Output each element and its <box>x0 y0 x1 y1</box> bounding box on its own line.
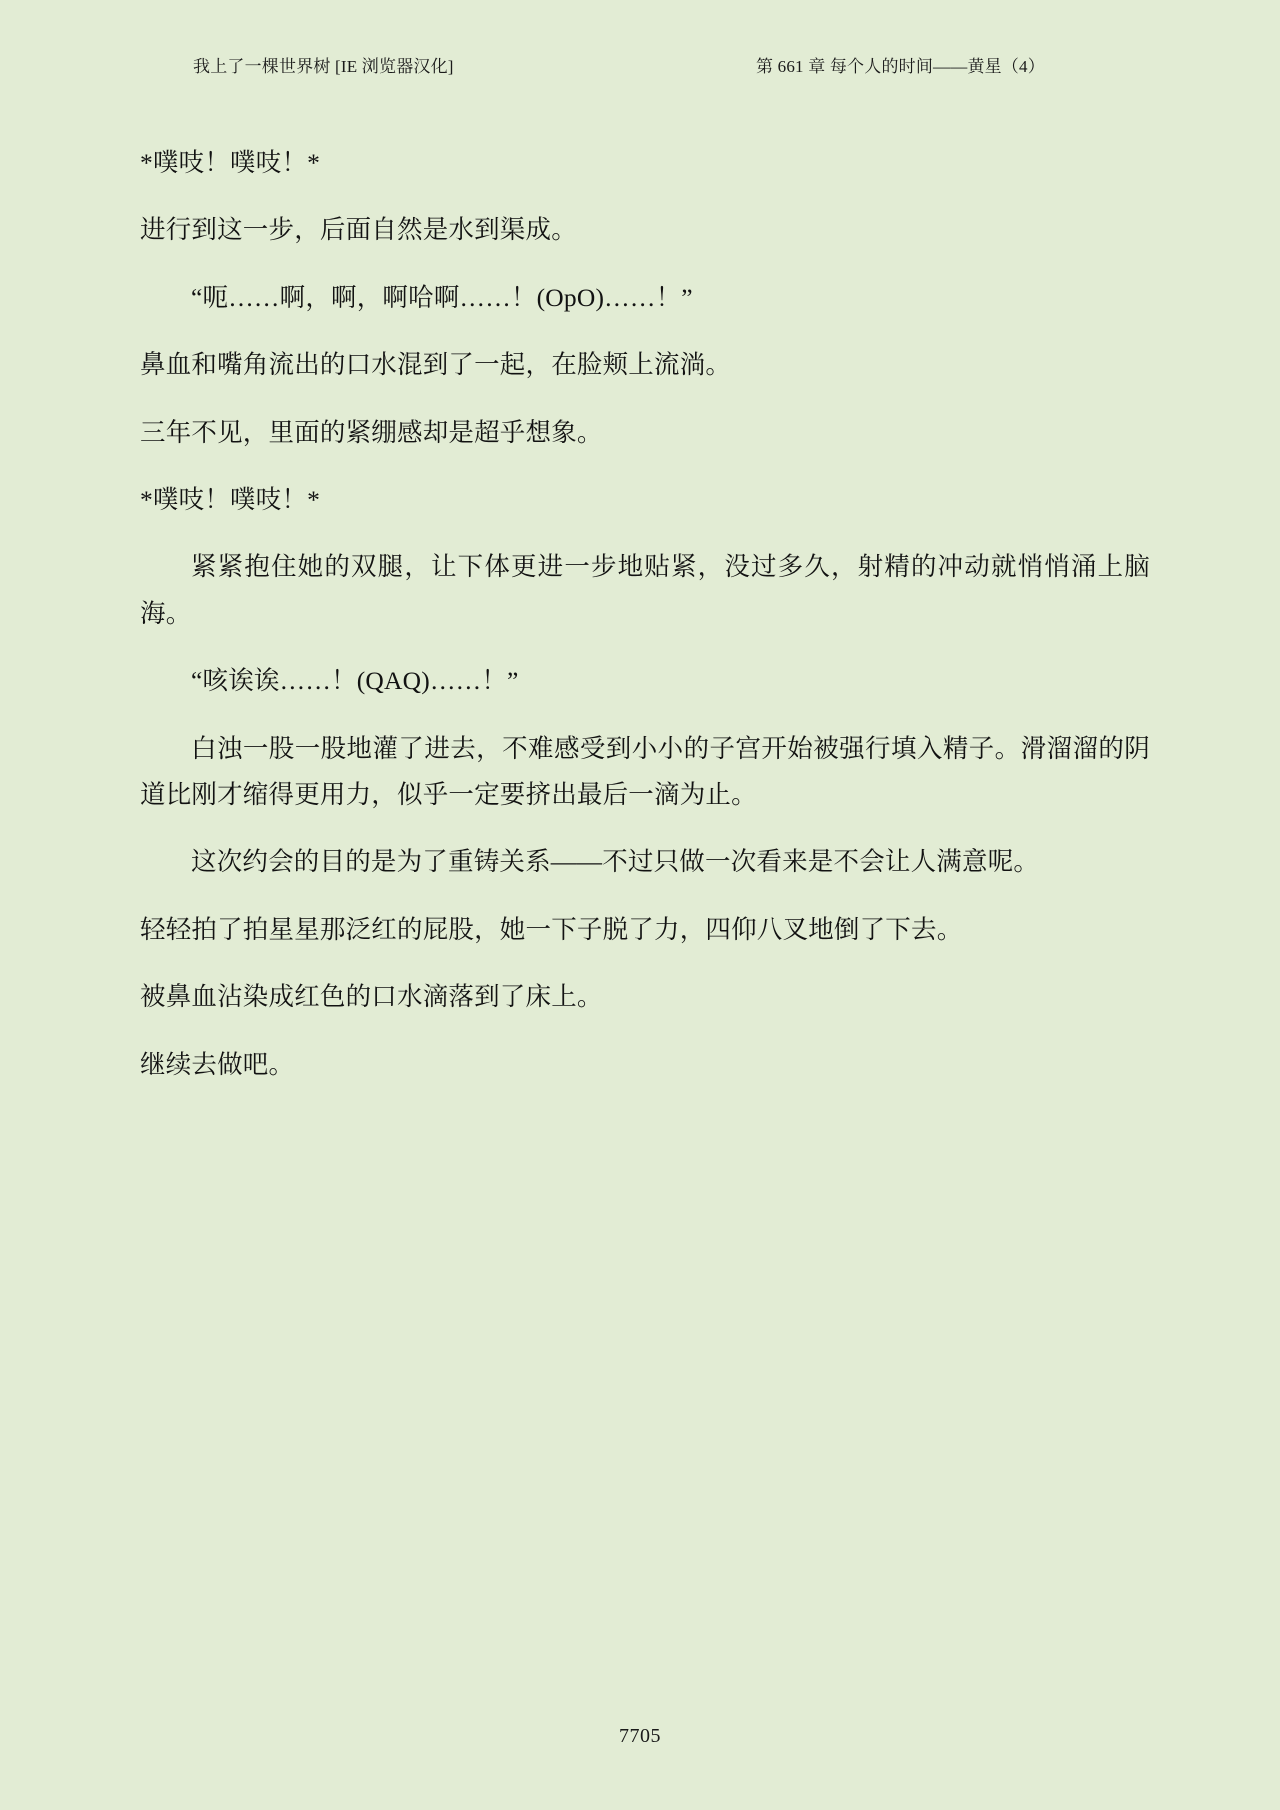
paragraph: 紧紧抱住她的双腿，让下体更进一步地贴紧，没过多久，射精的冲动就悄悄涌上脑海。 <box>140 552 1150 628</box>
paragraph: 进行到这一步，后面自然是水到渠成。 <box>140 215 577 245</box>
page-number: 7705 <box>619 1725 661 1747</box>
paragraph: 鼻血和嘴角流出的口水混到了一起，在脸颊上流淌。 <box>140 350 732 380</box>
paragraph: 三年不见，里面的紧绷感却是超乎想象。 <box>140 417 603 447</box>
header-book-title: 我上了一棵世界树 [IE 浏览器汉化] <box>193 57 454 76</box>
page-footer <box>0 1725 1280 1748</box>
paragraph: 继续去做吧。 <box>140 1049 295 1079</box>
page-header <box>0 52 1280 80</box>
paragraph: *噗吱！噗吱！* <box>140 485 321 515</box>
paragraph: “咳诶诶……！(QAQ)……！” <box>191 666 519 696</box>
paragraph: 这次约会的目的是为了重铸关系——不过只做一次看来是不会让人满意呢。 <box>191 847 1040 877</box>
header-chapter-title: 第 661 章 每个人的时间——黄星（4） <box>756 57 1045 76</box>
paragraph: “呃……啊，啊，啊哈啊……！(OpO)……！” <box>191 282 693 312</box>
page-body <box>140 140 1150 1109</box>
paragraph: 白浊一股一股地灌了进去，不难感受到小小的子宫开始被强行填入精子。滑溜溜的阴道比刚才缩得更用力，似乎一定要挤出最后一滴为止。 <box>140 733 1150 810</box>
paragraph: *噗吱！噗吱！* <box>140 148 321 177</box>
paragraph: 被鼻血沾染成红色的口水滴落到了床上。 <box>140 982 603 1012</box>
paragraph: 轻轻拍了拍星星那泛红的屁股，她一下子脱了力，四仰八叉地倒了下去。 <box>140 914 963 944</box>
